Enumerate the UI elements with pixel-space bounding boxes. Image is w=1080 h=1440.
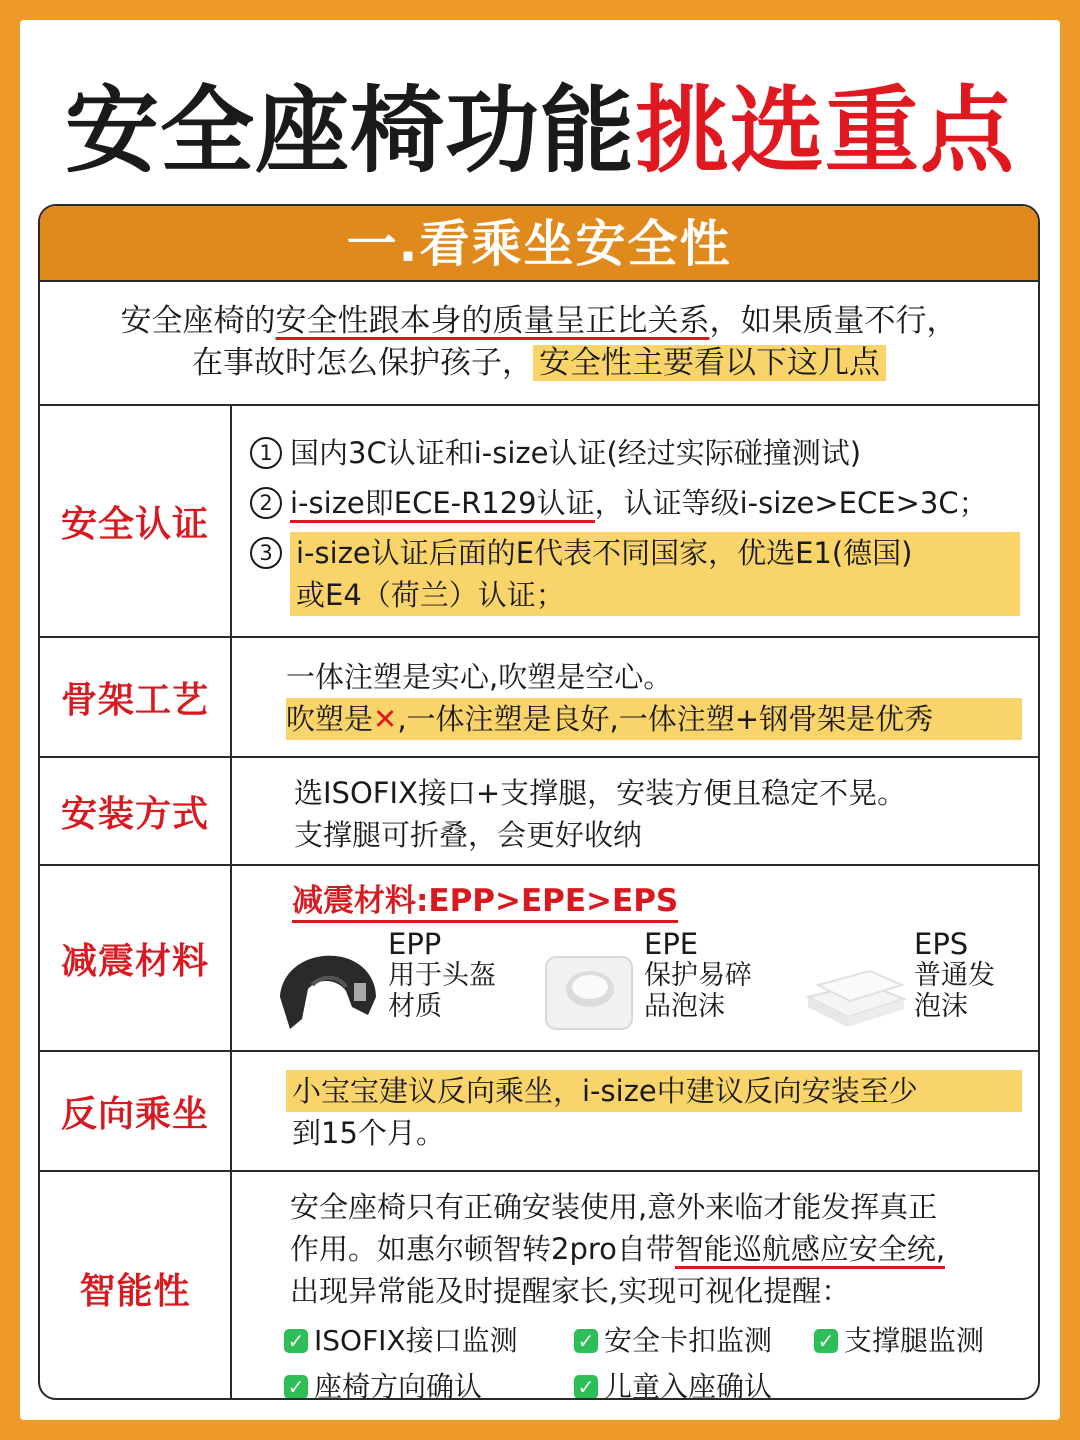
intro-paragraph [40,282,1038,406]
row-smart [40,1172,1038,1400]
smart-text: 作用。如惠尔顿智转2pro自带 [290,1232,675,1266]
row-body [232,406,1038,636]
check-item [284,1320,574,1362]
checkmark-icon: ✓ [574,1375,598,1399]
row-body [232,1172,1038,1400]
frame-text: 一体注塑是实心,吹塑是空心。 [286,660,673,694]
row-label: 骨架工艺 [40,638,232,756]
install-text: 支撑腿可折叠，会更好收纳 [294,818,643,852]
check-item [574,1366,814,1400]
cert-item-1 [250,432,1038,474]
foam-desc: 泡沫 [914,991,968,1022]
checkmark-icon: ✓ [284,1329,308,1353]
foam-item-epp [272,929,538,1035]
row-rear-facing [40,1052,1038,1172]
row-certification [40,406,1038,638]
foam-desc: 用于头盔 [388,960,496,991]
row-frame [40,638,1038,758]
cert-text: i-size认证后面的E代表不同国家，优选E1(德国) [296,536,913,570]
row-foam [40,866,1038,1052]
intro-line-1 [40,300,1038,342]
row-body [232,866,1040,1050]
foam-text [388,929,496,1022]
rear-text: 到15个月。 [292,1116,445,1150]
epe-foam-icon [538,945,638,1035]
foam-desc: 品泡沫 [644,991,725,1022]
foam-item-eps [804,929,1040,1035]
checkmark-icon: ✓ [574,1329,598,1353]
number-badge: 1 [250,437,282,469]
smart-line-2 [290,1228,1038,1270]
check-list [284,1320,1038,1400]
section-header: 一.看乘坐安全性 [40,206,1038,282]
cross-icon: ✕ [373,702,398,736]
intro-underlined: 安全性跟本身的质量呈正比关系 [275,303,710,339]
smart-text: 安全座椅只有正确安装使用,意外来临才能发挥真正 [290,1190,938,1224]
row-body [232,1052,1038,1170]
frame-highlight [286,698,1022,740]
safety-card [38,204,1040,1400]
check-item [284,1366,574,1400]
foam-name: EPS [914,927,969,961]
row-label: 智能性 [40,1172,232,1400]
check-label: 座椅方向确认 [314,1370,483,1400]
foam-title: 减震材料:EPP>EPE>EPS [292,882,678,923]
foam-name: EPP [388,927,442,961]
cert-text: ，认证等级i-size>ECE>3C； [594,486,988,520]
foam-desc: 普通发 [914,960,995,991]
check-label: 安全卡扣监测 [604,1324,773,1357]
row-body [232,638,1038,756]
intro-seg: 在事故时怎么保护孩子， [192,345,533,381]
title-main: 安全座椅功能 [64,77,635,186]
smart-text: 出现异常能及时提醒家长,实现可视化提醒： [290,1274,851,1308]
checkmark-icon: ✓ [814,1329,838,1353]
cert-item-2 [250,482,1038,524]
row-label: 安全认证 [40,406,232,636]
intro-seg: 安全座椅的 [120,303,276,339]
smart-underlined: 智能巡航感应安全统, [675,1232,945,1269]
epp-foam-icon [272,945,382,1035]
row-label: 反向乘坐 [40,1052,232,1170]
cert-underlined: i-size即ECE-R129认证 [290,486,595,523]
check-label: ISOFIX接口监测 [314,1324,518,1357]
foam-text [914,929,995,1022]
install-text: 选ISOFIX接口+支撑腿，安装方便且稳定不晃。 [294,776,907,810]
row-body [232,758,1038,864]
foam-desc: 材质 [388,991,442,1022]
foam-desc: 保护易碎 [644,960,752,991]
intro-highlight: 安全性主要看以下这几点 [533,345,886,381]
rear-highlight: 小宝宝建议反向乘坐，i-size中建议反向安装至少 [286,1070,1022,1112]
foam-item-epe [538,929,804,1035]
title-accent: 挑选重点 [635,77,1016,186]
check-label: 儿童入座确认 [604,1370,773,1400]
foam-name: EPE [644,927,699,961]
checkmark-icon: ✓ [284,1375,308,1399]
intro-seg: ，如果质量不行， [709,303,958,339]
page-title [20,72,1060,192]
cert-highlight [290,532,1020,616]
poster-sheet [20,20,1060,1420]
frame-text: 吹塑是 [286,702,374,736]
eps-foam-icon [804,945,908,1035]
frame-text: ,一体注塑是良好,一体注塑+钢骨架是优秀 [397,702,934,736]
check-label: 支撑腿监测 [844,1324,985,1357]
intro-line-2 [40,342,1038,384]
cert-text: 或E4（荷兰）认证； [296,578,565,612]
number-badge: 3 [250,537,282,569]
foam-list [272,929,1040,1035]
row-label: 减震材料 [40,866,232,1050]
check-item [814,1320,1034,1362]
row-label: 安装方式 [40,758,232,864]
number-badge: 2 [250,487,282,519]
row-install [40,758,1038,866]
foam-text [644,929,752,1022]
cert-text: 国内3C认证和i-size认证(经过实际碰撞测试) [290,436,862,470]
cert-item-3 [250,532,1038,616]
check-item [574,1320,814,1362]
